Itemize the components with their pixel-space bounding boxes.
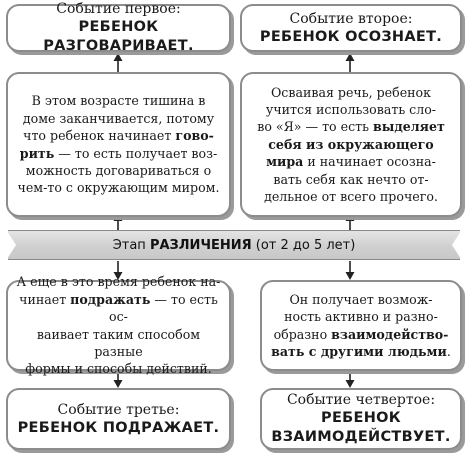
description-box-awareness [240, 72, 462, 217]
desc-line [266, 153, 436, 170]
desc-keyword: рить [19, 145, 55, 161]
event-second-title: РЕБЕНОК ОСОЗНАЕТ. [259, 28, 443, 45]
desc-line: Он получает возмож- [289, 291, 433, 307]
desc-line: дельное от всего прочего. [264, 189, 438, 205]
desc-line: А еще в это время ребенок на- [16, 274, 221, 290]
desc-line: можность договариваться о [25, 162, 212, 178]
desc-keyword: гово- [175, 128, 214, 144]
desc-text: чинает [19, 291, 71, 307]
stage-notch-right [452, 231, 461, 259]
stage-name: РАЗЛИЧЕНИЯ [149, 237, 252, 253]
event-second-label: Событие второе: [289, 10, 413, 27]
event-box-third [6, 388, 231, 450]
desc-line: доме заканчивается, потому [22, 110, 215, 126]
desc-text: и начинает осозна- [303, 154, 436, 170]
stage-label [113, 238, 356, 253]
desc-line: В этом возрасте тишина в [31, 93, 206, 109]
desc-keyword: взаимодейство- [331, 326, 449, 342]
event-fourth-title-line1: РЕБЕНОК [321, 410, 401, 426]
stage-age-range: (от 2 до 5 лет) [251, 237, 356, 253]
desc-line: формы и способы действий. [25, 361, 212, 377]
desc-line: чем-то с окружающим миром. [17, 180, 220, 196]
desc-text: . [446, 343, 451, 359]
arrow-head-up-right-top [346, 53, 355, 61]
desc-line: Осваивая речь, ребенок [270, 84, 432, 100]
desc-text: образно [273, 326, 332, 342]
desc-line [268, 136, 433, 153]
description-box-interaction [260, 280, 462, 371]
desc-text: — то есть получает воз- [54, 145, 218, 161]
desc-text: что ребенок начинает [23, 128, 176, 144]
desc-line [14, 291, 223, 326]
event-fourth-title-line2: ВЗАИМОДЕЙСТВУЕТ. [271, 429, 451, 445]
event-fourth-label: Событие четвертое: [286, 392, 436, 408]
stage-band [8, 230, 460, 260]
event-first-title: РЕБЕНОК РАЗГОВАРИВАЕТ. [43, 19, 194, 54]
desc-line [23, 127, 214, 144]
desc-line: ность активно и разно- [284, 309, 438, 325]
desc-line: вать себя как нечто от- [273, 171, 429, 187]
stage-prefix: Этап [112, 237, 150, 253]
arrow-head-down-right-stage [346, 272, 355, 280]
desc-keyword: вать с другими людьми [271, 343, 447, 359]
arrow-head-down-left-bottom [114, 380, 123, 388]
description-box-imitation [6, 274, 231, 377]
desc-line [257, 118, 445, 135]
event-third-label: Событие третье: [57, 401, 180, 418]
event-box-first [6, 1, 231, 54]
arrow-head-down-right-bottom [346, 380, 355, 388]
event-box-second [240, 4, 462, 52]
event-first-label: Событие первое: [56, 1, 181, 17]
desc-line [274, 326, 449, 343]
desc-text: во «Я» — то есть [257, 119, 373, 135]
desc-text: — то есть ос- [109, 291, 218, 325]
description-box-speaking [6, 72, 231, 217]
desc-line [271, 343, 451, 360]
desc-line: ваивает таким способом разные [36, 326, 201, 359]
stage-notch-left [7, 231, 16, 259]
desc-keyword: себя из окружающего [268, 136, 434, 152]
desc-line: учится использовать сло- [265, 101, 437, 117]
event-third-title: РЕБЕНОК ПОДРАЖАЕТ. [17, 419, 220, 436]
desc-line [20, 145, 217, 162]
desc-keyword: подражать [70, 291, 151, 307]
desc-keyword: выделяет [372, 119, 445, 135]
event-box-fourth [260, 388, 462, 450]
desc-keyword: мира [266, 154, 304, 170]
